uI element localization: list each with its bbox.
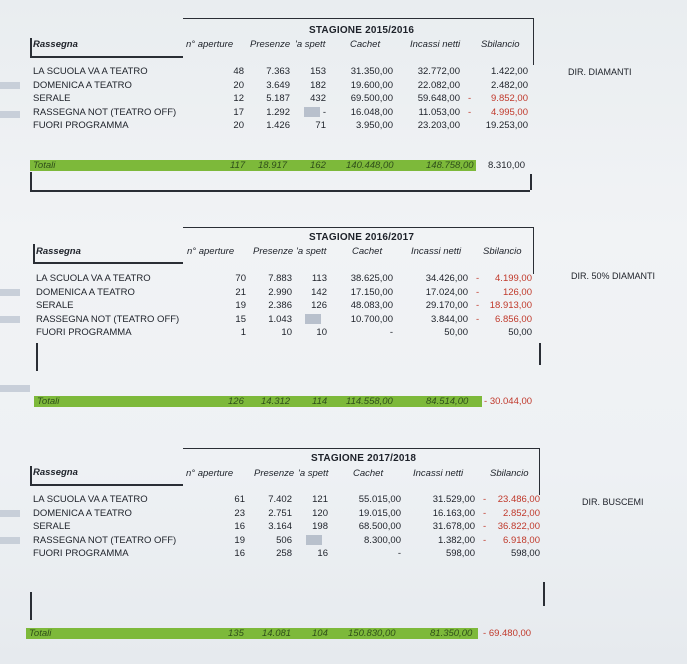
cell-aperture: 48: [233, 66, 244, 77]
totals-sbilancio-value: 30.044,00: [489, 396, 533, 407]
minus-sign: -: [468, 93, 472, 104]
cell-cachet: 10.700,00: [350, 313, 393, 325]
cell-incassi: 22.082,00: [417, 79, 460, 91]
cell-aperture: 70: [235, 273, 246, 284]
cell-incassi: 17.024,00: [425, 286, 468, 298]
cell-presenze: 1.292: [266, 106, 290, 118]
col-header-cachet: Cachet: [352, 246, 383, 257]
row-name: LA SCUOLA VA A TEATRO: [33, 66, 148, 77]
col-header-rassegna: Rassegna: [36, 246, 81, 257]
totals-spett: 104: [312, 628, 328, 639]
table-row: [0, 120, 687, 131]
cell-incassi: 32.772,00: [417, 66, 460, 77]
totals-cachet: 140.448,00: [346, 160, 394, 171]
cell-aperture: 20: [233, 120, 244, 131]
empty-cell-shade: [304, 107, 320, 117]
col-header-spett: 'a spett: [296, 246, 327, 257]
cell-incassi: 34.426,00: [425, 273, 468, 284]
cell-presenze: 3.649: [266, 79, 290, 91]
totals-presenze: 14.312: [261, 396, 291, 407]
minus-sign: -: [476, 273, 480, 284]
col-header-incassi: Incassi netti: [411, 246, 462, 257]
minus-sign: -: [483, 494, 487, 505]
minus-sign: -: [483, 521, 487, 532]
row-name: RASSEGNA NOT (TEATRO OFF): [33, 534, 177, 546]
totals-sbilancio: 8.310,00: [488, 160, 525, 171]
cell-presenze: 7.883: [268, 273, 292, 284]
bottom-left-rule: [30, 172, 32, 190]
col-header-cachet: Cachet: [350, 39, 381, 50]
right-rule-lower: [539, 343, 541, 365]
cell-sbilancio: 2.482,00: [491, 79, 528, 91]
totals-incassi: 84.514,00: [426, 396, 469, 407]
cell-presenze: 5.187: [266, 93, 290, 104]
left-rule: [30, 38, 32, 58]
table-row: [0, 66, 687, 77]
cell-spett: 121: [312, 494, 328, 505]
cell-incassi: 1.382,00: [438, 534, 475, 546]
row-name: DOMENICA A TEATRO: [33, 507, 132, 519]
col-header-sbilancio: Sbilancio: [490, 468, 529, 479]
left-rule-lower: [30, 592, 32, 620]
cell-sbilancio: 50,00: [508, 327, 532, 338]
cell-spett: 120: [312, 507, 328, 519]
cell-sbilancio: 23.486,00: [497, 494, 540, 505]
cell-incassi: 598,00: [445, 548, 475, 559]
cell-aperture: 23: [234, 507, 245, 519]
cell-sbilancio: 1.422,00: [491, 66, 528, 77]
cell-spett: 142: [311, 286, 327, 298]
totals-spett: 162: [310, 160, 326, 171]
cell-cachet: -: [389, 327, 393, 338]
col-header-spett: 'a spett: [298, 468, 329, 479]
cell-incassi: 29.170,00: [425, 300, 468, 311]
cell-cachet: 48.083,00: [350, 300, 393, 311]
empty-cell-shade: [306, 535, 322, 545]
cell-presenze: 7.363: [266, 66, 290, 77]
table-row: [0, 273, 687, 284]
cell-presenze: 2.751: [268, 507, 292, 519]
col-header-aperture: n° aperture: [186, 468, 234, 479]
col-header-presenze: Presenze: [254, 468, 295, 479]
cell-presenze: 506: [276, 534, 292, 546]
totals-cachet: 150.830,00: [348, 628, 396, 639]
cell-presenze: 1.426: [266, 120, 290, 131]
totals-label: Totali: [33, 160, 56, 171]
cell-spett: 182: [310, 79, 326, 91]
minus-sign: -: [476, 300, 480, 311]
cell-cachet: 3.950,00: [356, 120, 393, 131]
empty-cell-shade: [305, 314, 321, 324]
cell-spett: 10: [316, 327, 327, 338]
totals-cachet: 114.558,00: [346, 396, 393, 407]
col-header-rassegna: Rassegna: [33, 39, 78, 50]
col-header-incassi: Incassi netti: [410, 39, 461, 50]
cell-sbilancio: 9.852,00: [491, 93, 528, 104]
table-row: [0, 535, 687, 546]
cell-sbilancio: 36.822,00: [497, 521, 540, 532]
minus-sign: -: [483, 534, 487, 546]
cell-cachet: 69.500,00: [350, 93, 393, 104]
under-rule: [30, 56, 183, 58]
cell-sbilancio: 18.913,00: [489, 300, 532, 311]
col-header-incassi: Incassi netti: [413, 468, 464, 479]
under-rule: [30, 484, 183, 486]
cell-spett: -: [322, 106, 326, 118]
cell-cachet: 16.048,00: [350, 106, 393, 118]
totals-bar: [34, 396, 482, 407]
totals-sbilancio-value: 69.480,00: [488, 628, 532, 639]
table-row: [0, 548, 687, 559]
season-title: STAGIONE 2016/2017: [309, 232, 415, 243]
cell-incassi: 3.844,00: [431, 313, 468, 325]
minus-sign: -: [476, 286, 480, 298]
minus-sign: -: [476, 313, 480, 325]
cell-incassi: 16.163,00: [432, 507, 475, 519]
cell-presenze: 2.990: [268, 286, 292, 298]
cell-incassi: 31.678,00: [432, 521, 475, 532]
cell-aperture: 1: [240, 327, 246, 338]
cell-cachet: 19.600,00: [350, 79, 393, 91]
table-row: [0, 287, 687, 298]
margin-mark: [0, 385, 30, 392]
cell-incassi: 11.053,00: [418, 106, 460, 118]
cell-sbilancio: 6.918,00: [503, 534, 540, 546]
row-name: RASSEGNA NOT (TEATRO OFF): [36, 313, 180, 325]
row-name: DOMENICA A TEATRO: [33, 79, 132, 91]
cell-spett: 16: [317, 548, 328, 559]
cell-cachet: 38.625,00: [350, 273, 393, 284]
totals-aperture: 135: [228, 628, 244, 639]
cell-presenze: 258: [276, 548, 292, 559]
minus-sign: -: [483, 507, 487, 519]
cell-sbilancio: 6.856,00: [495, 313, 532, 325]
cell-cachet: 68.500,00: [358, 521, 401, 532]
totals-label: Totali: [29, 628, 52, 639]
row-name: FUORI PROGRAMMA: [33, 120, 129, 131]
left-rule: [30, 466, 32, 486]
season-title: STAGIONE 2017/2018: [311, 453, 417, 464]
table-row: [0, 327, 687, 338]
cell-sbilancio: 2.852,00: [503, 507, 540, 519]
totals-presenze: 18.917: [258, 160, 288, 171]
cell-spett: 71: [315, 120, 326, 131]
col-header-cachet: Cachet: [353, 468, 384, 479]
cell-sbilancio: 126,00: [502, 286, 532, 298]
row-name: LA SCUOLA VA A TEATRO: [33, 494, 148, 505]
minus-sign: -: [468, 106, 472, 118]
under-rule: [33, 262, 183, 264]
director-note: DIR. DIAMANTI: [568, 67, 632, 77]
row-name: LA SCUOLA VA A TEATRO: [36, 273, 151, 284]
director-note: DIR. 50% DIAMANTI: [571, 271, 656, 281]
col-header-presenze: Presenze: [250, 39, 291, 50]
col-header-sbilancio: Sbilancio: [481, 39, 520, 50]
cell-cachet: 31.350,00: [350, 66, 393, 77]
col-header-presenze: Presenze: [253, 246, 294, 257]
cell-aperture: 20: [233, 79, 244, 91]
cell-cachet: 8.300,00: [364, 534, 401, 546]
table-row: [0, 300, 687, 311]
totals-spett: 114: [312, 396, 328, 407]
cell-aperture: 21: [235, 286, 246, 298]
director-note: DIR. BUSCEMI: [582, 497, 644, 507]
col-header-spett: 'a spett: [295, 39, 326, 50]
table-row: [0, 494, 687, 505]
cell-spett: 126: [311, 300, 327, 311]
totals-aperture: 117: [230, 160, 246, 171]
table-row: [0, 314, 687, 325]
totals-aperture: 126: [228, 396, 244, 407]
totals-sbilancio: - 30.044,00: [484, 396, 533, 407]
cell-aperture: 15: [235, 313, 246, 325]
cell-presenze: 1.043: [268, 313, 292, 325]
totals-incassi: 148.758,00: [426, 160, 474, 171]
table-row: [0, 80, 687, 91]
totals-sbilancio: - 69.480,00: [483, 628, 532, 639]
season-title: STAGIONE 2015/2016: [309, 25, 415, 36]
cell-incassi: 59.648,00: [417, 93, 460, 104]
cell-presenze: 7.402: [268, 494, 292, 505]
row-name: SERALE: [33, 93, 71, 104]
cell-spett: 153: [310, 66, 326, 77]
col-header-sbilancio: Sbilancio: [483, 246, 522, 257]
cell-incassi: 31.529,00: [432, 494, 475, 505]
cell-cachet: -: [397, 548, 401, 559]
cell-spett: 198: [312, 521, 328, 532]
cell-sbilancio: 4.199,00: [495, 273, 532, 284]
cell-cachet: 19.015,00: [358, 507, 401, 519]
cell-aperture: 61: [234, 494, 245, 505]
cell-spett: 432: [310, 93, 326, 104]
bottom-rule: [30, 190, 530, 192]
right-rule-lower: [543, 582, 545, 606]
totals-presenze: 14.081: [262, 628, 292, 639]
col-header-aperture: n° aperture: [187, 246, 235, 257]
cell-cachet: 55.015,00: [358, 494, 401, 505]
cell-aperture: 16: [234, 521, 245, 532]
left-rule: [33, 244, 35, 264]
row-name: RASSEGNA NOT (TEATRO OFF): [33, 106, 177, 118]
row-name: SERALE: [33, 521, 71, 532]
cell-incassi: 23.203,00: [417, 120, 460, 131]
table-row: [0, 107, 687, 118]
row-name: FUORI PROGRAMMA: [33, 548, 129, 559]
cell-aperture: 19: [235, 300, 246, 311]
cell-sbilancio: 19.253,00: [485, 120, 528, 131]
row-name: DOMENICA A TEATRO: [36, 286, 135, 298]
cell-sbilancio: 4.995,00: [491, 106, 528, 118]
col-header-aperture: n° aperture: [186, 39, 234, 50]
cell-cachet: 17.150,00: [350, 286, 393, 298]
bottom-right-rule: [530, 174, 532, 190]
cell-aperture: 17: [233, 106, 244, 118]
cell-presenze: 3.164: [268, 521, 292, 532]
cell-aperture: 19: [234, 534, 245, 546]
table-row: [0, 521, 687, 532]
cell-aperture: 12: [233, 93, 244, 104]
cell-aperture: 16: [234, 548, 245, 559]
cell-incassi: 50,00: [444, 327, 468, 338]
table-row: [0, 93, 687, 104]
col-header-rassegna: Rassegna: [33, 467, 78, 478]
totals-incassi: 81.350,00: [430, 628, 473, 639]
cell-presenze: 2.386: [268, 300, 292, 311]
row-name: FUORI PROGRAMMA: [36, 327, 132, 338]
totals-bar: [30, 160, 476, 171]
left-rule-lower: [36, 343, 38, 371]
cell-spett: 113: [311, 273, 327, 284]
row-name: SERALE: [36, 300, 74, 311]
cell-presenze: 10: [281, 327, 292, 338]
totals-label: Totali: [37, 396, 60, 407]
totals-bar: [26, 628, 478, 639]
cell-sbilancio: 598,00: [510, 548, 540, 559]
table-row: [0, 508, 687, 519]
